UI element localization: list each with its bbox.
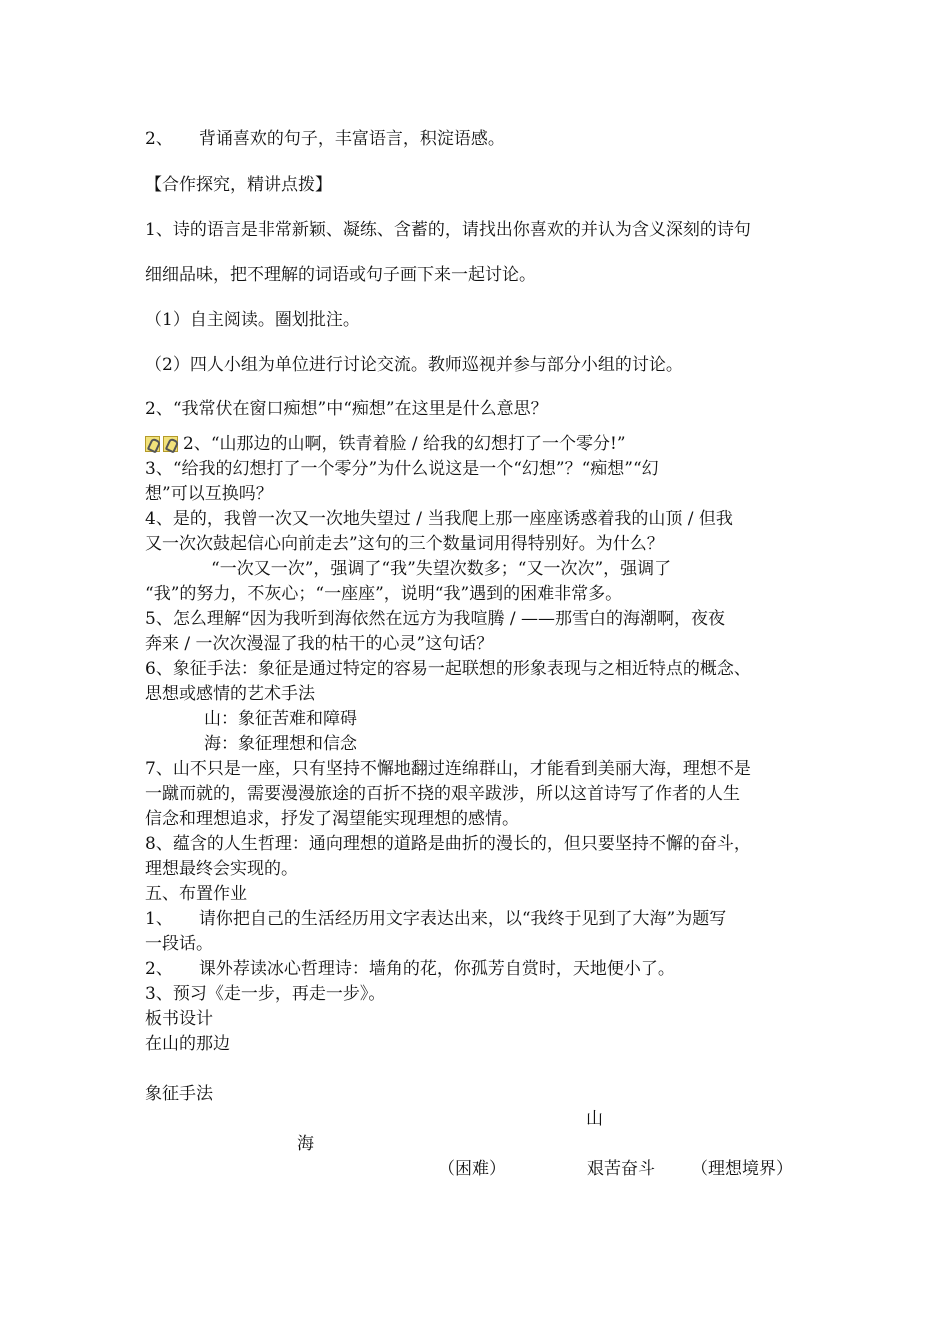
symbol-sea: 海：象征理想和信念 [204, 734, 357, 754]
symbol-mountain: 山：象征苦难和障碍 [204, 709, 357, 729]
board-sea: 海 [297, 1134, 314, 1154]
question-2b: 2、“山那边的山啊，铁青着脸 / 给我的幻想打了一个零分!” [145, 433, 815, 458]
question-8-line-1: 8、蕴含的人生哲理：通向理想的道路是曲折的漫长的，但只要坚持不懈的奋斗， [145, 834, 751, 854]
annotation-icons [145, 436, 181, 458]
board-symbolism: 象征手法 [145, 1084, 213, 1104]
board-difficulty: （困难） [438, 1159, 506, 1179]
step-1: （1）自主阅读。圈划批注。 [145, 310, 360, 330]
homework-2: 2、 课外荐读冰心哲理诗：墙角的花，你孤芳自赏时，天地便小了。 [145, 959, 675, 979]
answer-4-line-2: “我”的努力，不灰心；“一座座”，说明“我”遇到的困难非常多。 [145, 584, 623, 604]
question-6-line-1: 6、象征手法：象征是通过特定的容易一起联想的形象表现与之相近特点的概念、 [145, 659, 751, 679]
question-4-line-2: 又一次次鼓起信心向前走去”这句的三个数量词用得特别好。为什么？ [145, 534, 664, 554]
question-7-line-1: 7、山不只是一座，只有坚持不懈地翻过连绵群山，才能看到美丽大海，理想不是 [145, 759, 751, 779]
question-2: 2、“我常伏在窗口痴想”中“痴想”在这里是什么意思？ [145, 399, 548, 419]
question-7-line-3: 信念和理想追求，抒发了渴望能实现理想的感情。 [145, 809, 519, 829]
step-2: （2）四人小组为单位进行讨论交流。教师巡视并参与部分小组的讨论。 [145, 355, 683, 375]
board-ideal: （理想境界） [691, 1159, 793, 1179]
section-heading-homework: 五、布置作业 [145, 884, 247, 904]
board-mountain: 山 [586, 1109, 603, 1129]
section-heading-cooperation: 【合作探究，精讲点拨】 [145, 175, 332, 195]
question-8-line-2: 理想最终会实现的。 [145, 859, 298, 879]
question-3-line-2: 想”可以互换吗？ [145, 484, 273, 504]
pin-icon[interactable] [163, 436, 178, 452]
board-design-heading: 板书设计 [145, 1009, 213, 1029]
goal-item-2: 2、 背诵喜欢的句子，丰富语言，积淀语感。 [145, 129, 505, 149]
answer-4-line-1: “一次又一次”，强调了“我”失望次数多；“又一次次”，强调了 [211, 559, 672, 579]
question-5-line-1: 5、怎么理解“因为我听到海依然在远方为我喧腾 / ——那雪白的海潮啊，夜夜 [145, 609, 726, 629]
homework-3: 3、预习《走一步，再走一步》。 [145, 984, 386, 1004]
question-1-line-1: 1、诗的语言是非常新颖、凝练、含蓄的，请找出你喜欢的并认为含义深刻的诗句 [145, 220, 751, 240]
board-title: 在山的那边 [145, 1034, 230, 1054]
homework-1-line-1: 1、 请你把自己的生活经历用文字表达出来，以“我终于见到了大海”为题写 [145, 909, 727, 929]
pin-icon[interactable] [145, 436, 160, 452]
homework-1-line-2: 一段话。 [145, 934, 213, 954]
question-6-line-2: 思想或感情的艺术手法 [145, 684, 315, 704]
question-7-line-2: 一蹴而就的，需要漫漫旅途的百折不挠的艰辛跋涉，所以这首诗写了作者的人生 [145, 784, 740, 804]
board-struggle: 艰苦奋斗 [587, 1159, 655, 1179]
question-5-line-2: 奔来 / 一次次漫湿了我的枯干的心灵”这句话？ [145, 634, 494, 654]
question-1-line-2: 细细品味，把不理解的词语或句子画下来一起讨论。 [145, 265, 536, 285]
question-4-line-1: 4、是的，我曾一次又一次地失望过 / 当我爬上那一座座诱惑着我的山顶 / 但我 [145, 509, 733, 529]
question-3-line-1: 3、“给我的幻想打了一个零分”为什么说这是一个“幻想”？“痴想”“幻 [145, 459, 659, 479]
